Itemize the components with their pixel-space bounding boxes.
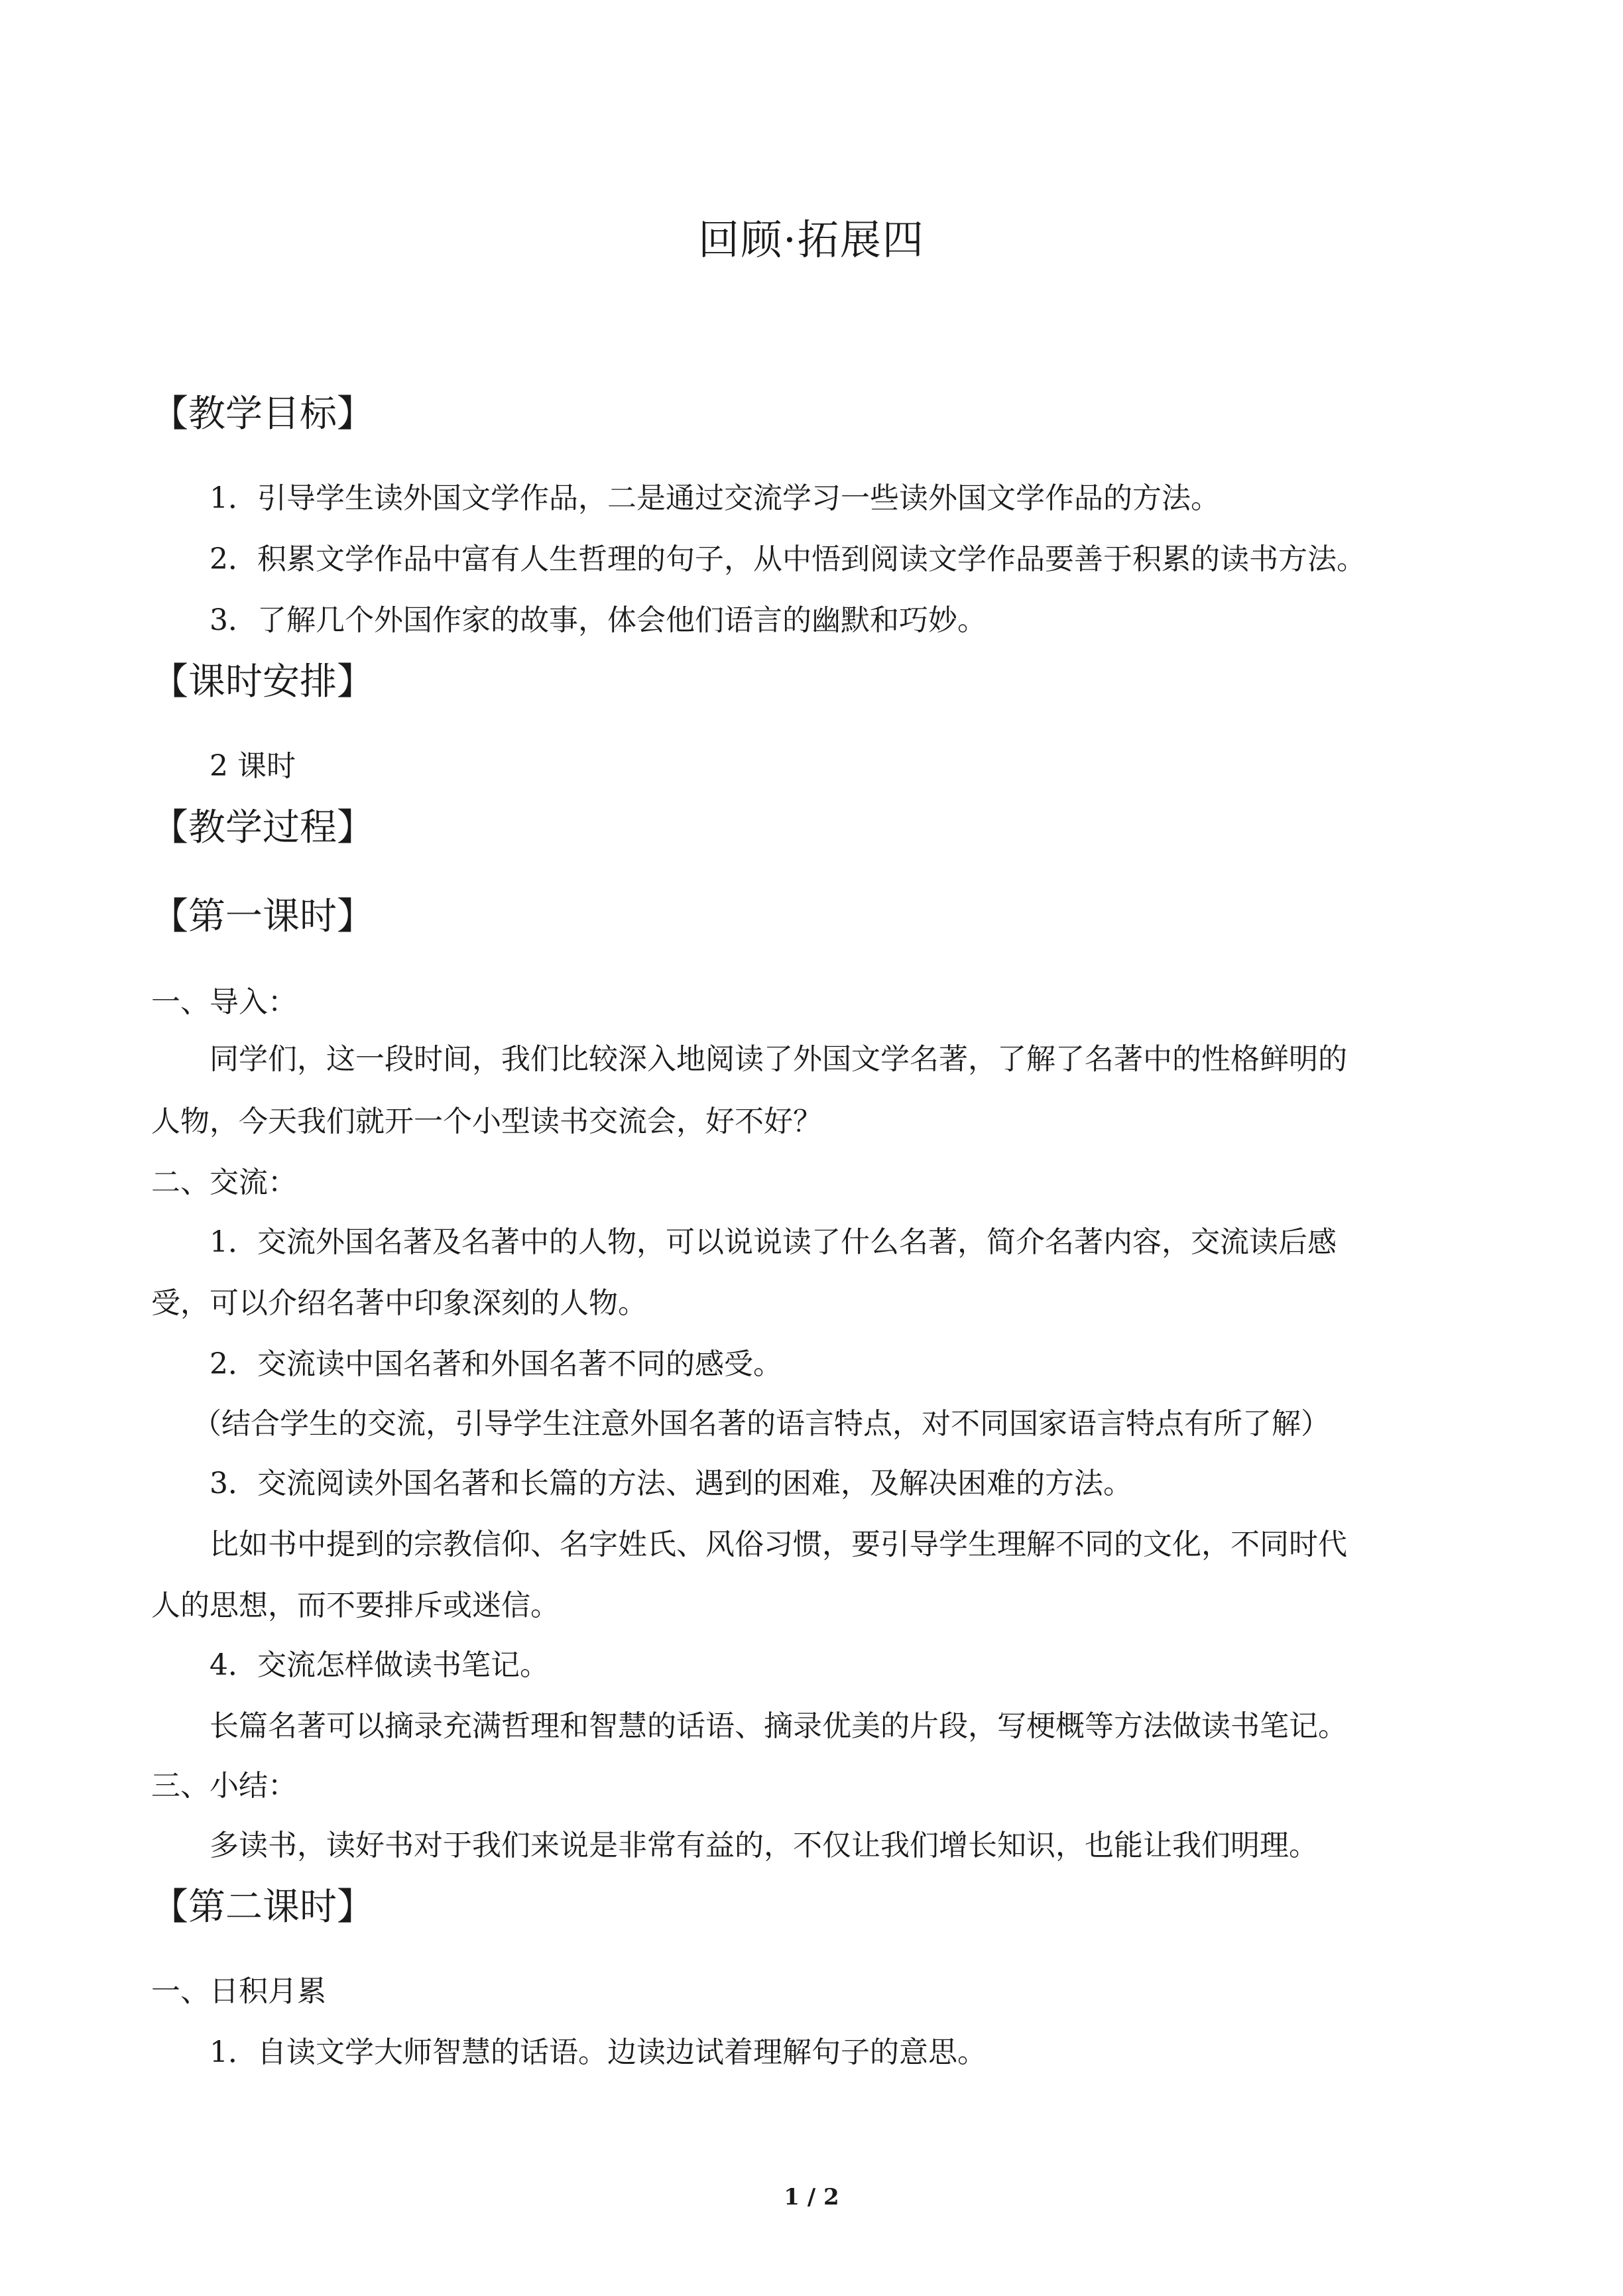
intro-paragraph-line-1: 同学们，这一段时间，我们比较深入地阅读了外国文学名著，了解了名著中的性格鲜明的 [210,1042,1347,1076]
exchange-item-4-detail: 长篇名著可以摘录充满哲理和智慧的话语、摘录优美的片段，写梗概等方法做读书笔记。 [210,1709,1347,1743]
objective-item-1: 1．引导学生读外国文学作品，二是通过交流学习一些读外国文学作品的方法。 [210,481,1220,515]
lesson-2-item-1: 1．自读文学大师智慧的话语。边读边试着理解句子的意思。 [210,2035,987,2069]
intro-paragraph-line-2: 人物，今天我们就开一个小型读书交流会，好不好？ [151,1105,822,1138]
objective-item-2: 2．积累文学作品中富有人生哲理的句子，从中悟到阅读文学作品要善于积累的读书方法。 [210,542,1366,576]
exchange-item-3: 3．交流阅读外国名著和长篇的方法、遇到的困难，及解决困难的方法。 [210,1467,1132,1500]
intro-heading: 一、导入： [151,985,297,1019]
exchange-heading: 二、交流： [151,1166,297,1199]
page-title: 回顾·拓展四 [698,215,925,264]
exchange-item-1-line-1: 1．交流外国名著及名著中的人物，可以说说读了什么名著，简介名著内容，交流读后感 [210,1225,1337,1259]
schedule-text: 2 课时 [210,749,296,783]
exchange-item-3-detail-line-2: 人的思想，而不要排斥或迷信。 [151,1589,560,1622]
exchange-item-2-note: （结合学生的交流，引导学生注意外国名著的语言特点，对不同国家语言特点有所了解） [192,1407,1330,1441]
page-number: 1 / 2 [784,2184,839,2210]
summary-heading: 三、小结： [151,1769,297,1803]
heading-objectives: 【教学目标】 [151,393,374,436]
heading-process: 【教学过程】 [151,806,374,849]
heading-schedule: 【课时安排】 [151,660,374,703]
summary-text: 多读书，读好书对于我们来说是非常有益的，不仅让我们增长知识，也能让我们明理。 [210,1829,1318,1862]
heading-lesson-2: 【第二课时】 [151,1886,374,1929]
exchange-item-1-line-2: 受，可以介绍名著中印象深刻的人物。 [151,1286,647,1320]
exchange-item-2: 2．交流读中国名著和外国名著不同的感受。 [210,1347,782,1381]
objective-item-3: 3．了解几个外国作家的故事，体会他们语言的幽默和巧妙。 [210,603,987,637]
heading-lesson-1: 【第一课时】 [151,895,374,938]
exchange-item-3-detail-line-1: 比如书中提到的宗教信仰、名字姓氏、风俗习惯，要引导学生理解不同的文化，不同时代 [210,1528,1347,1561]
exchange-item-4: 4．交流怎样做读书笔记。 [210,1648,549,1682]
lesson-2-section-1-heading: 一、日积月累 [151,1974,326,2008]
